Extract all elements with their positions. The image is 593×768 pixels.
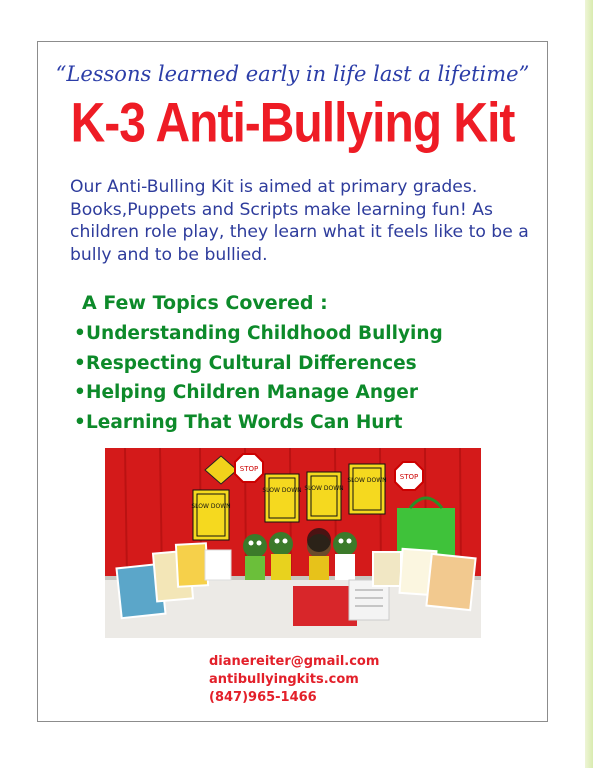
slow-down-sign bbox=[262, 474, 301, 522]
bullet-icon: • bbox=[74, 382, 86, 403]
list-item bbox=[74, 412, 443, 442]
slow-down-sign bbox=[191, 490, 230, 540]
bullet-icon: • bbox=[74, 323, 86, 344]
topic-label: Respecting Cultural Differences bbox=[86, 352, 417, 374]
slow-down-sign bbox=[304, 472, 343, 520]
bullet-icon: • bbox=[74, 411, 86, 433]
bullet-icon: • bbox=[74, 352, 86, 374]
topics-list bbox=[74, 323, 443, 441]
red-binder bbox=[293, 586, 357, 626]
list-item bbox=[74, 353, 443, 383]
sign-text: STOP bbox=[399, 473, 419, 481]
tagline: “Lessons learned early in life last a lifetime” bbox=[55, 62, 530, 86]
topics-heading: A Few Topics Covered : bbox=[82, 292, 328, 314]
page-title: K-3 Anti-Bullying Kit bbox=[70, 93, 515, 154]
contact-website[interactable]: antibullyingkits.com bbox=[209, 672, 359, 687]
kit-photo-illustration bbox=[105, 448, 481, 638]
list-item bbox=[74, 382, 443, 412]
sign-text: STOP bbox=[239, 465, 259, 473]
topic-label: Learning That Words Can Hurt bbox=[86, 411, 403, 433]
svg-text:SLOW DOWN: SLOW DOWN bbox=[262, 487, 302, 494]
svg-text:SLOW DOWN: SLOW DOWN bbox=[347, 477, 387, 484]
contact-phone: (847)965-1466 bbox=[209, 690, 317, 705]
svg-text:SLOW DOWN: SLOW DOWN bbox=[304, 485, 344, 492]
page-edge-strip bbox=[585, 0, 593, 768]
contact-email[interactable]: dianereiter@gmail.com bbox=[209, 654, 380, 669]
slow-down-sign bbox=[347, 464, 386, 514]
flyer-frame bbox=[37, 41, 548, 722]
topic-label: Helping Children Manage Anger bbox=[86, 382, 418, 403]
topic-label: Understanding Childhood Bullying bbox=[86, 323, 443, 344]
list-item bbox=[74, 323, 443, 353]
intro-paragraph: Our Anti-Bulling Kit is aimed at primary grades. Books,Puppets and Scripts make learning fun! As children role play, they learn what it feels like to be a bully and to be bullied. bbox=[70, 177, 529, 265]
svg-text:SLOW DOWN: SLOW DOWN bbox=[191, 503, 231, 510]
kit-photo bbox=[105, 448, 481, 638]
contact-block bbox=[209, 653, 379, 707]
